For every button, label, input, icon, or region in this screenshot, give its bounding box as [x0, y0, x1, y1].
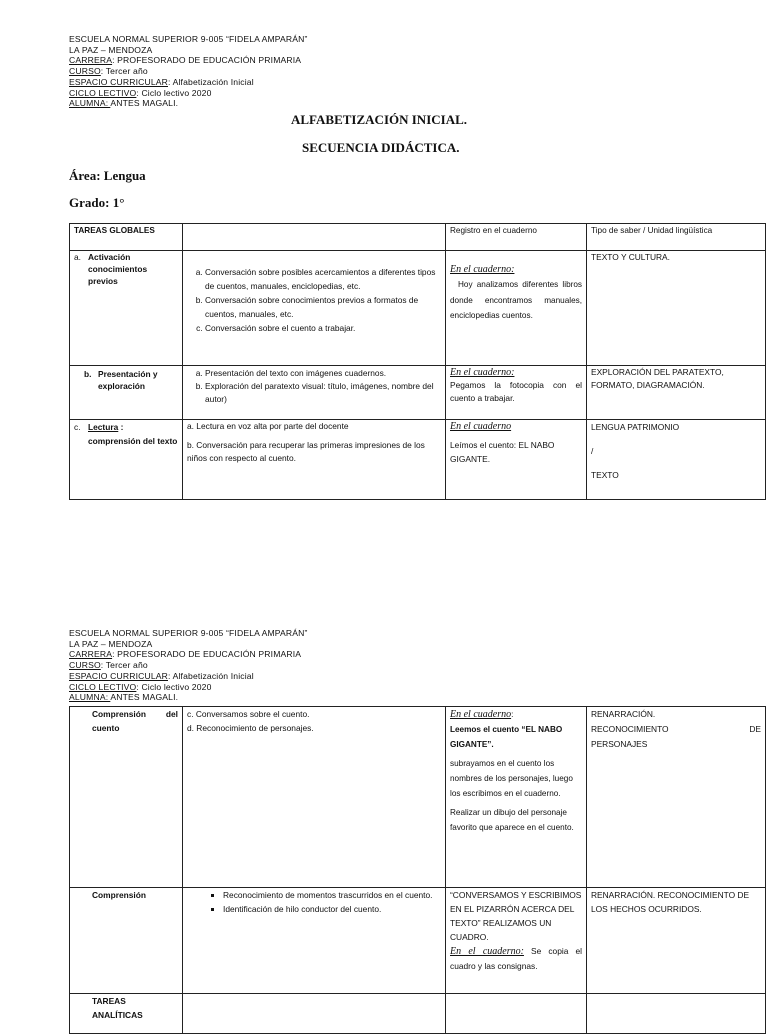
header-empty [183, 224, 446, 251]
type-text: EXPLORACIÓN DEL PARATEXTO, FORMATO, DIAGRAMACIÓN. [591, 367, 724, 390]
table-row [70, 366, 766, 420]
type-cell [587, 366, 766, 420]
type-text: TEXTO [591, 470, 619, 480]
grado-label: Grado: 1° [69, 195, 125, 210]
list-item: b. Exploración del paratexto visual: título, imágenes, nombre del autor) [205, 380, 441, 406]
task-letter: c. [74, 422, 81, 432]
task-cell [70, 251, 183, 366]
task-letter: a. [74, 252, 81, 262]
record-title: En el cuaderno [450, 421, 512, 432]
table-header-row [70, 224, 766, 251]
list-item: b. Conversación sobre conocimientos previos a formatos de cuentos, manuales, etc. [205, 293, 441, 321]
record-text: Leemos el cuento “EL NABO GIGANTE”. [450, 725, 563, 749]
record-title: En el cuaderno [450, 709, 512, 720]
record-text: subrayamos en el cuento los nombres de los personajes, luego los escribimos en el cuaderno. [450, 759, 573, 798]
task-cell [70, 707, 183, 888]
record-line: En el cuaderno: Se copia el cuadro y las consignas. [450, 946, 582, 971]
record-text: Realizar un dibujo del personaje favorito que aparece en el cuento. [450, 808, 574, 832]
activities-list [187, 888, 441, 916]
table-row [70, 994, 766, 1034]
type-cell [587, 707, 766, 888]
type-text: TEXTO Y CULTURA. [591, 252, 670, 262]
activities-cell [183, 707, 446, 888]
ciclo-line: CICLO LECTIVO: Ciclo lectivo 2020 [69, 87, 212, 98]
type-cell [587, 994, 766, 1034]
task-name: Activación conocimientos previos [88, 252, 148, 286]
table-row [70, 707, 766, 888]
list-item: a. Conversación sobre posibles acercamientos a diferentes tipos de cuentos, manuales, enciclopedias, etc. [205, 265, 441, 293]
record-title: En el cuaderno: [450, 367, 515, 378]
school-name: ESCUELA NORMAL SUPERIOR 9-005 “FIDELA AMPARÁN” [69, 628, 308, 638]
record-text: “CONVERSAMOS Y ESCRIBIMOS [450, 890, 582, 900]
task-name: TAREAS ANALÍTICAS [92, 996, 143, 1020]
type-cell [587, 420, 766, 500]
list-item: c. Conversamos sobre el cuento. [187, 709, 310, 719]
record-text: Hoy analizamos diferentes libros donde encontramos manuales, enciclopedias cuentos. [450, 280, 582, 320]
record-cell [446, 251, 587, 366]
list-item: b. Conversación para recuperar las primeras impresiones de los niños con respecto al cuento. [187, 440, 425, 463]
list-item: a. Lectura en voz alta por parte del docente [187, 421, 349, 431]
curso-line: CURSO: Tercer año [69, 66, 148, 77]
record-cell [446, 707, 587, 888]
list-item: d. Reconocimiento de personajes. [187, 723, 314, 733]
task-name-rest: : comprensión del texto [88, 422, 178, 446]
list-item: c. Conversación sobre el cuento a trabajar. [205, 321, 441, 335]
list-item: a. Presentación del texto con imágenes cuadernos. [205, 367, 441, 380]
school-name: ESCUELA NORMAL SUPERIOR 9-005 “FIDELA AMPARÁN” [69, 34, 308, 44]
task-cell [70, 994, 183, 1034]
task-cell [70, 888, 183, 994]
doc-title: ALFABETIZACIÓN INICIAL. [291, 112, 468, 127]
city: LA PAZ – MENDOZA [69, 638, 153, 649]
carrera-line: CARRERA: PROFESORADO DE EDUCACIÓN PRIMARIA [69, 55, 302, 66]
record-text: EN EL PIZARRÓN ACERCA DEL TEXTO” REALIZAMOS UN CUADRO. [450, 904, 575, 942]
record-title: En el cuaderno: [450, 946, 524, 957]
record-text: Pegamos la fotocopia con el cuento a trabajar. [450, 380, 582, 403]
espacio-line: ESPACIO CURRICULAR: Alfabetización Inicial [69, 670, 254, 681]
record-cell [446, 420, 587, 500]
table-row [70, 888, 766, 994]
alumna-line: ALUMNA: ANTES MAGALI. [69, 692, 179, 703]
type-cell [587, 251, 766, 366]
header-tipo: Tipo de saber / Unidad lingüística [587, 224, 766, 251]
activities-cell [183, 420, 446, 500]
table-row [70, 420, 766, 500]
list-item: ▪ Identificación de hilo conductor del cuento. [223, 902, 441, 916]
type-text: / [591, 446, 594, 456]
type-text: LENGUA PATRIMONIO [591, 422, 680, 432]
task-letter: b. [84, 369, 92, 379]
sequence-table-1 [69, 223, 766, 500]
type-text: RENARRACIÓN. [591, 709, 656, 719]
activities-list [187, 265, 441, 335]
carrera-line: CARRERA: PROFESORADO DE EDUCACIÓN PRIMARIA [69, 649, 302, 660]
page2-header [69, 628, 308, 703]
activities-cell [183, 888, 446, 994]
alumna-line: ALUMNA: ANTES MAGALI. [69, 98, 179, 109]
activities-cell [183, 994, 446, 1034]
table-row [70, 251, 766, 366]
record-text: Leímos el cuento: EL NABO GIGANTE. [450, 440, 555, 464]
type-text: RECONOCIMIENTO DE [591, 724, 761, 734]
task-cell [70, 420, 183, 500]
record-cell [446, 994, 587, 1034]
task-name: Comprensión [92, 890, 146, 900]
area-label: Área: Lengua [69, 168, 146, 183]
page1-header [69, 34, 308, 109]
task-name: Comprensión del cuento [92, 709, 178, 733]
sequence-table-2 [69, 706, 766, 1034]
task-name: Presentación y exploración [98, 369, 158, 391]
espacio-line: ESPACIO CURRICULAR: Alfabetización Inicial [69, 76, 254, 87]
header-tareas: TAREAS GLOBALES [70, 224, 183, 251]
ciclo-line: CICLO LECTIVO: Ciclo lectivo 2020 [69, 681, 212, 692]
doc-subtitle: SECUENCIA DIDÁCTICA. [302, 140, 460, 155]
header-registro: Registro en el cuaderno [446, 224, 587, 251]
task-name: Lectura [88, 422, 119, 432]
record-title: En el cuaderno: [450, 264, 515, 275]
curso-line: CURSO: Tercer año [69, 660, 148, 671]
task-cell [70, 366, 183, 420]
activities-list [187, 367, 441, 406]
type-text: RENARRACIÓN. RECONOCIMIENTO DE LOS HECHOS OCURRIDOS. [591, 890, 750, 914]
record-line: En el cuaderno: [450, 709, 514, 720]
list-item: ▪ Reconocimiento de momentos trascurridos en el cuento. [223, 888, 441, 902]
record-cell [446, 366, 587, 420]
activities-cell [183, 366, 446, 420]
type-text: PERSONAJES [591, 739, 648, 749]
type-cell [587, 888, 766, 994]
activities-cell [183, 251, 446, 366]
city: LA PAZ – MENDOZA [69, 44, 153, 55]
record-cell [446, 888, 587, 994]
